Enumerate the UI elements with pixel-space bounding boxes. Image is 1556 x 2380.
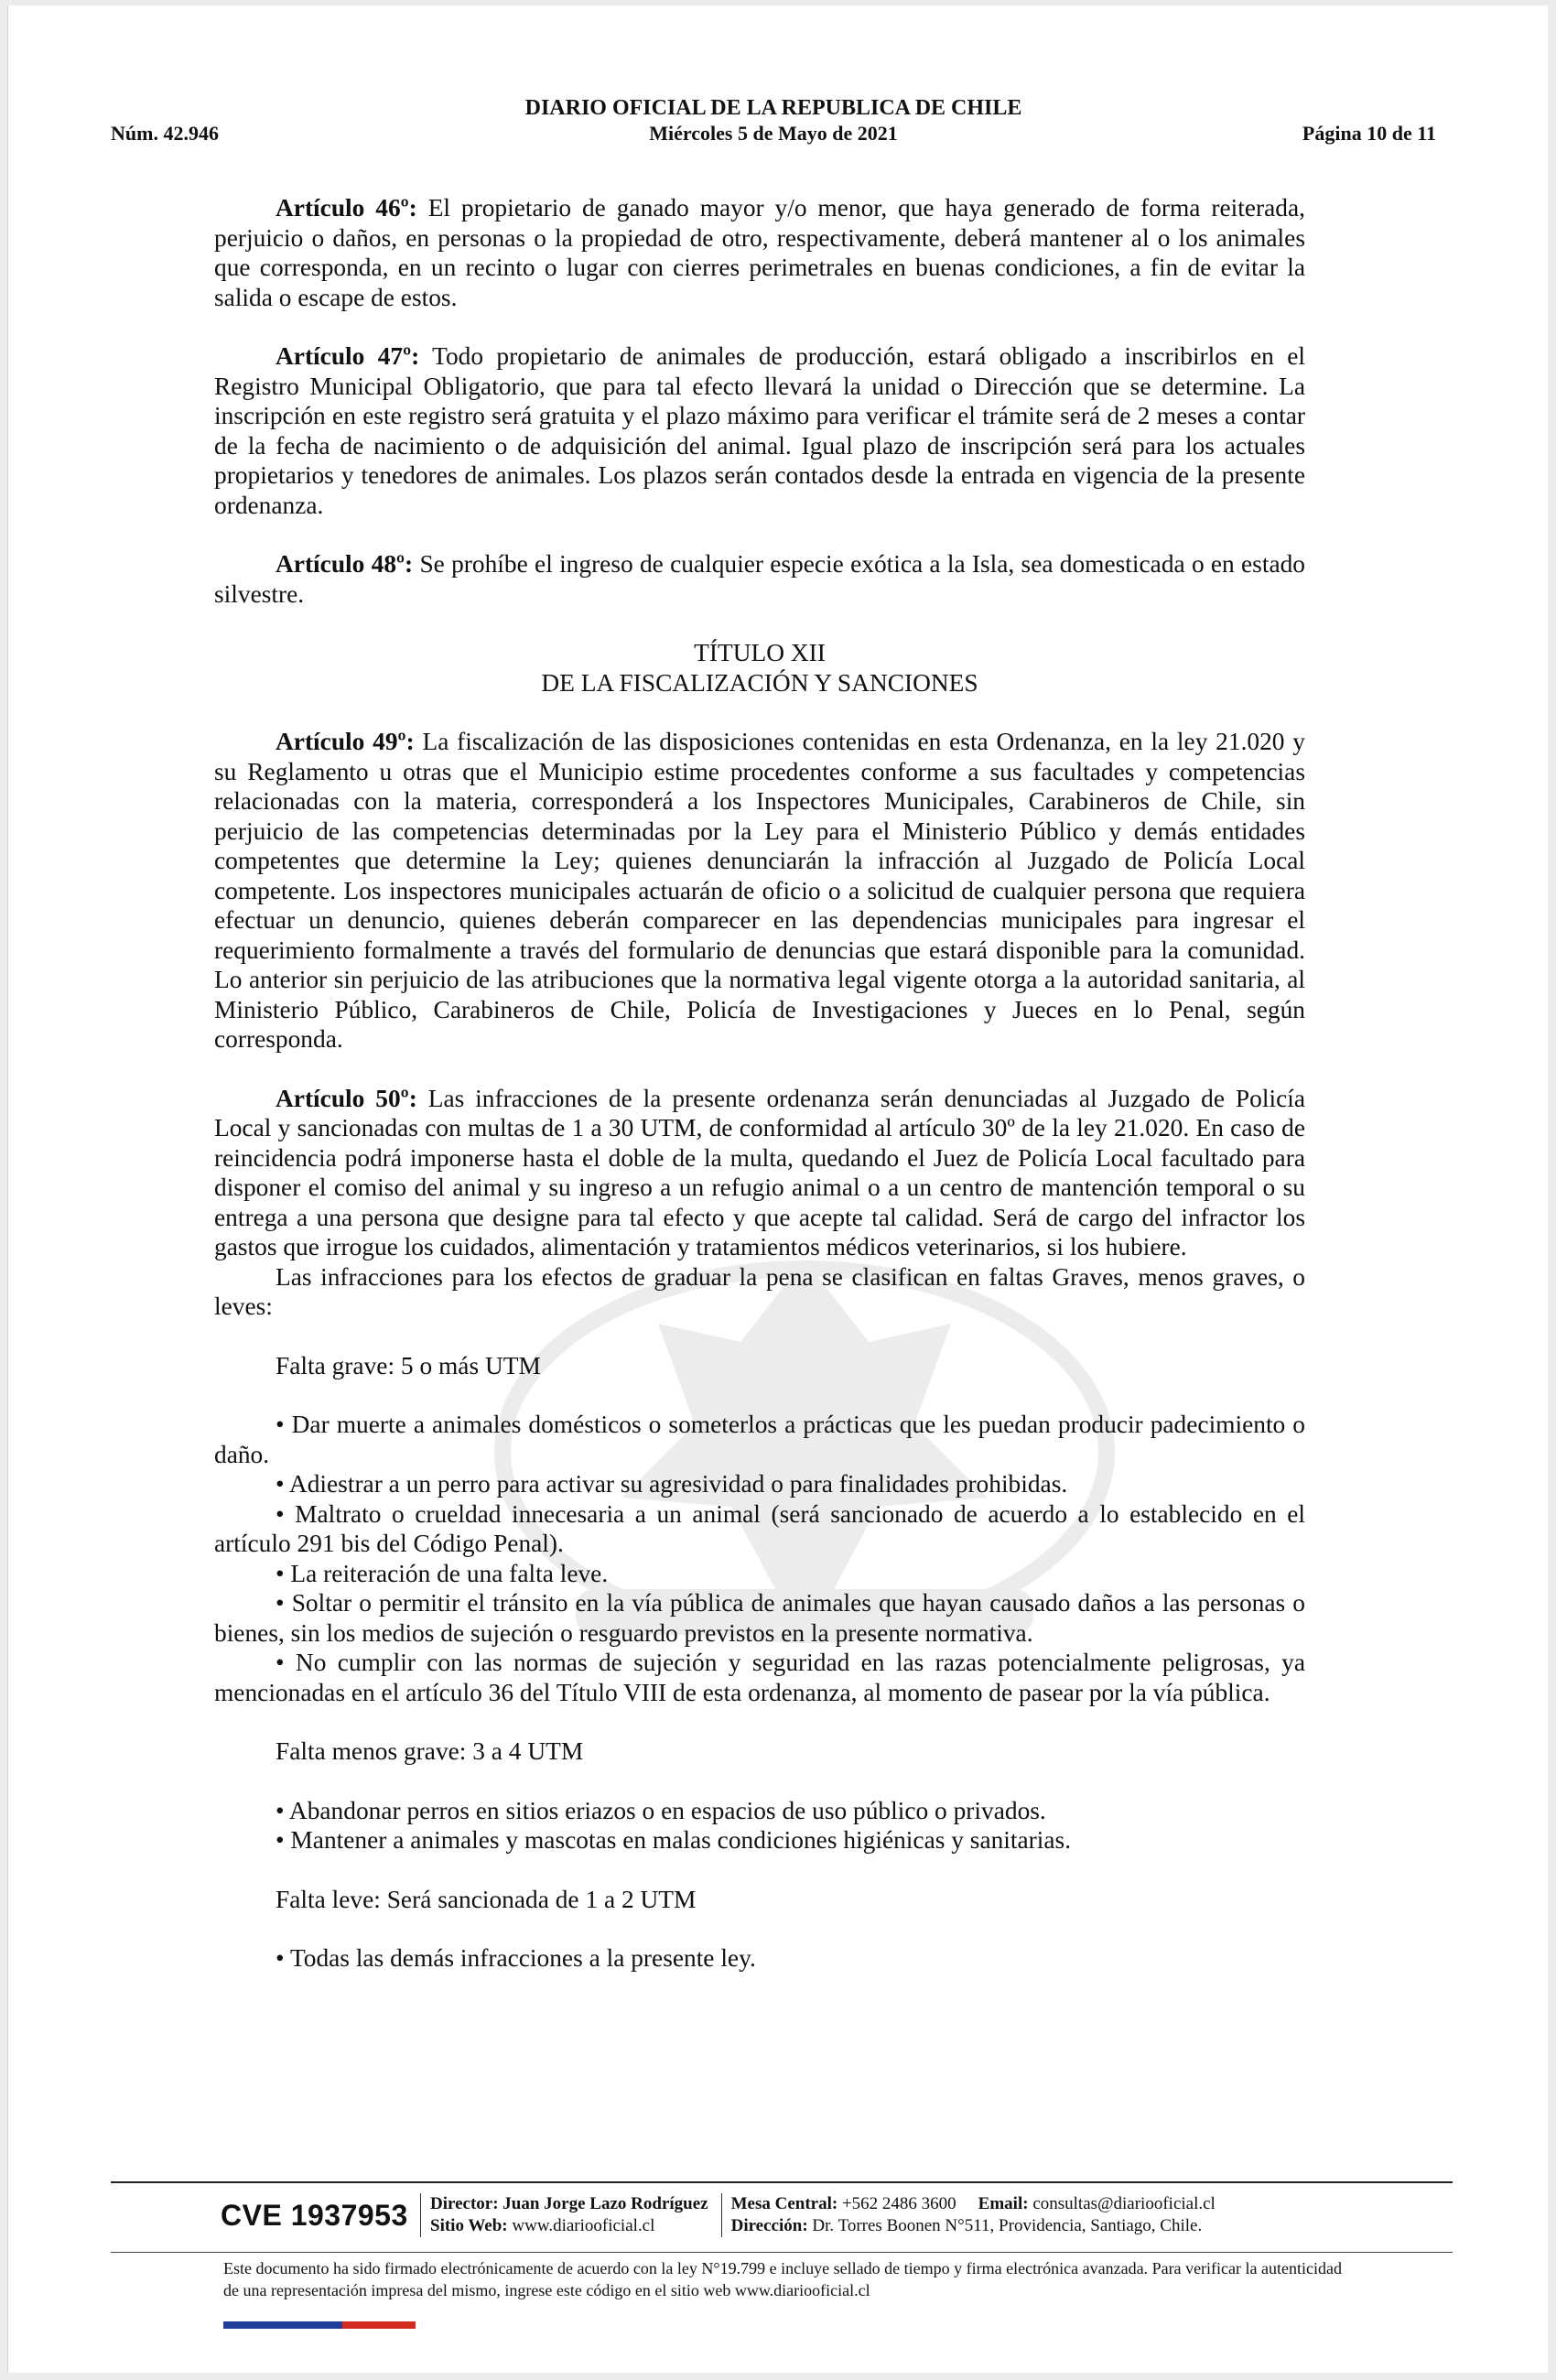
page-footer — [111, 2189, 1453, 2242]
article-text: El propietario de ganado mayor y/o menor, que haya generado de forma reiterada, perjuicio o daños, en personas o la propiedad de otro, respectivamente, deberá mantener al o los animales que corresponda, en un recinto o lugar con cierres perimetrales en buenas condiciones, a fin de evitar la salida o escape de estos. — [214, 194, 1305, 311]
issue-date: Miércoles 5 de Mayo de 2021 — [649, 122, 898, 145]
gazette-title: DIARIO OFICIAL DE LA REPUBLICA DE CHILE — [524, 96, 1022, 120]
footer-contact-block — [721, 2193, 1216, 2237]
article-49 — [214, 727, 1305, 1055]
classification-paragraph: Las infracciones para los efectos de graduar la pena se clasifican en faltas Graves, menos graves, o leves: — [214, 1262, 1305, 1320]
list-item: • Dar muerte a animales domésticos o someterlos a prácticas que les puedan producir padecimiento o daño. — [214, 1411, 1305, 1468]
list-item: • Mantener a animales y mascotas en malas condiciones higiénicas y sanitarias. — [276, 1826, 1072, 1854]
article-50 — [214, 1084, 1305, 1262]
article-text: La fiscalización de las disposiciones contenidas en esta Ordenanza, en la ley 21.020 y su Reglamento u otras que el Municipio estime procedentes conforme a sus facultades y competencias relacionadas con la materia, corresponderá a los Inspectores Municipales, Carabineros de Chile, sin perjuicio de las competencias determinadas por la Ley para el Ministerio Público y demás entidades competentes que determine la Ley; quienes denunciarán la infracción al Juzgado de Policía Local competente. Los inspectores municipales actuarán de oficio o a solicitud de cualquier persona que requiera efectuar un denuncio, quienes deberán comparecer en las dependencias municipales para ingresar el requerimiento formalmente a través del formulario de denuncias que estará disponible para la comunidad. Lo anterior sin perjuicio de las atribuciones que la normativa legal vigente otorga a la autoridad sanitaria, al Ministerio Público, Carabineros de Chile, Policía de Investigaciones y Jueces en lo Penal, según corresponda. — [214, 728, 1305, 1053]
list-item: • Todas las demás infracciones a la presente ley. — [276, 1944, 756, 1972]
document-body — [214, 193, 1305, 1974]
email-label: Email: — [978, 2194, 1029, 2213]
document-page — [7, 5, 1548, 2373]
footer-divider — [111, 2181, 1453, 2183]
list-item: • Soltar o permitir el tránsito en la vía pública de animales que hayan causado daños a las personas o bienes, sin los medios de sujeción o resguardo previstos en la presente normativa. — [214, 1589, 1305, 1647]
footer-divider-bottom — [111, 2252, 1453, 2253]
gazette-header — [111, 95, 1436, 146]
article-label: Artículo 47º: — [276, 342, 420, 370]
article-text: Todo propietario de animales de producción, estará obligado a inscribirlos en el Registro Municipal Obligatorio, que para tal efecto llevará la unidad o Dirección que se determine. La inscripción en este registro será gratuita y el plazo máximo para verificar el trámite será de 2 meses a contar de la fecha de nacimiento o de adquisición del animal. Igual plazo de inscripción será para los actuales propietarios y tenedores de animales. Los plazos serán contados desde la entrada en vigencia de la presente ordenanza. — [214, 342, 1305, 519]
article-label: Artículo 50º: — [276, 1084, 417, 1112]
falta-menos-grave-heading: Falta menos grave: 3 a 4 UTM — [276, 1737, 584, 1765]
page-indicator: Página 10 de 11 — [1302, 122, 1436, 145]
article-label: Artículo 46º: — [276, 194, 417, 222]
mesa-label: Mesa Central: — [730, 2194, 838, 2213]
article-47 — [214, 341, 1305, 520]
website-link[interactable]: www.diariooficial.cl — [507, 2216, 655, 2235]
flag-stripe-red — [342, 2321, 416, 2329]
web-label: Sitio Web: — [430, 2216, 508, 2235]
legal-notice: Este documento ha sido firmado electrónicamente de acuerdo con la ley N°19.799 e incluye sellado de tiempo y firma electrónica avanzada. Para verificar la autenticidad de una representación impresa del mismo, ingrese este código en el sitio web www.diariooficial.cl — [223, 2259, 1342, 2299]
flag-stripe — [223, 2321, 416, 2329]
director-name: Juan Jorge Lazo Rodríguez — [498, 2194, 708, 2213]
list-item: • Maltrato o crueldad innecesaria a un animal (será sancionado de acuerdo a lo establecido en el artículo 291 bis del Código Penal). — [214, 1499, 1305, 1557]
falta-leve-heading: Falta leve: Será sancionada de 1 a 2 UTM — [276, 1885, 697, 1913]
list-item: • No cumplir con las normas de sujeción y seguridad en las razas potencialmente peligrosas, ya mencionadas en el artículo 36 del Título VIII de esta ordenanza, al momento de pasear por la vía pública. — [214, 1649, 1305, 1706]
header-meta-row — [111, 121, 1436, 146]
director-label: Director: — [430, 2194, 499, 2213]
address-label: Dirección: — [730, 2216, 808, 2235]
article-text: Se prohíbe el ingreso de cualquier especie exótica a la Isla, sea domesticada o en estado silvestre. — [214, 550, 1305, 608]
flag-stripe-blue — [223, 2321, 342, 2329]
title-heading: DE LA FISCALIZACIÓN Y SANCIONES — [541, 668, 978, 697]
address-text: Dr. Torres Boonen N°511, Providencia, Santiago, Chile. — [807, 2216, 1203, 2235]
cve-code: CVE 1937953 — [221, 2198, 408, 2232]
footer-director-block — [420, 2193, 708, 2237]
phone-number: +562 2486 3600 — [837, 2194, 956, 2213]
article-46 — [214, 193, 1305, 312]
article-label: Artículo 49º: — [276, 728, 415, 755]
article-48 — [214, 549, 1305, 609]
title-number: TÍTULO XII — [694, 639, 826, 666]
article-label: Artículo 48º: — [276, 550, 414, 578]
list-item: • Abandonar perros en sitios eriazos o en espacios de uso público o privados. — [276, 1796, 1046, 1824]
list-item: • La reiteración de una falta leve. — [276, 1559, 609, 1587]
list-item: • Adiestrar a un perro para activar su agresividad o para finalidades prohibidas. — [276, 1470, 1068, 1498]
falta-grave-heading: Falta grave: 5 o más UTM — [276, 1351, 541, 1379]
article-text: Las infracciones de la presente ordenanza serán denunciadas al Juzgado de Policía Local y sancionadas con multas de 1 a 30 UTM, de conformidad al artículo 30º de la ley 21.020. En caso de reincidencia podrá imponerse hasta el doble de la multa, quedando el Juez de Policía Local facultado para disponer el comiso del animal y su ingreso a un refugio animal o a un centro de mantención temporal o su entrega a una persona que designe para tal efecto y que acepte tal calidad. Será de cargo del infractor los gastos que irrogue los cuidados, alimentación y tratamientos médicos veterinarios, si los hubiere. — [214, 1084, 1305, 1260]
email-link[interactable]: consultas@diariooficial.cl — [1028, 2194, 1216, 2213]
issue-number: Núm. 42.946 — [111, 122, 219, 145]
